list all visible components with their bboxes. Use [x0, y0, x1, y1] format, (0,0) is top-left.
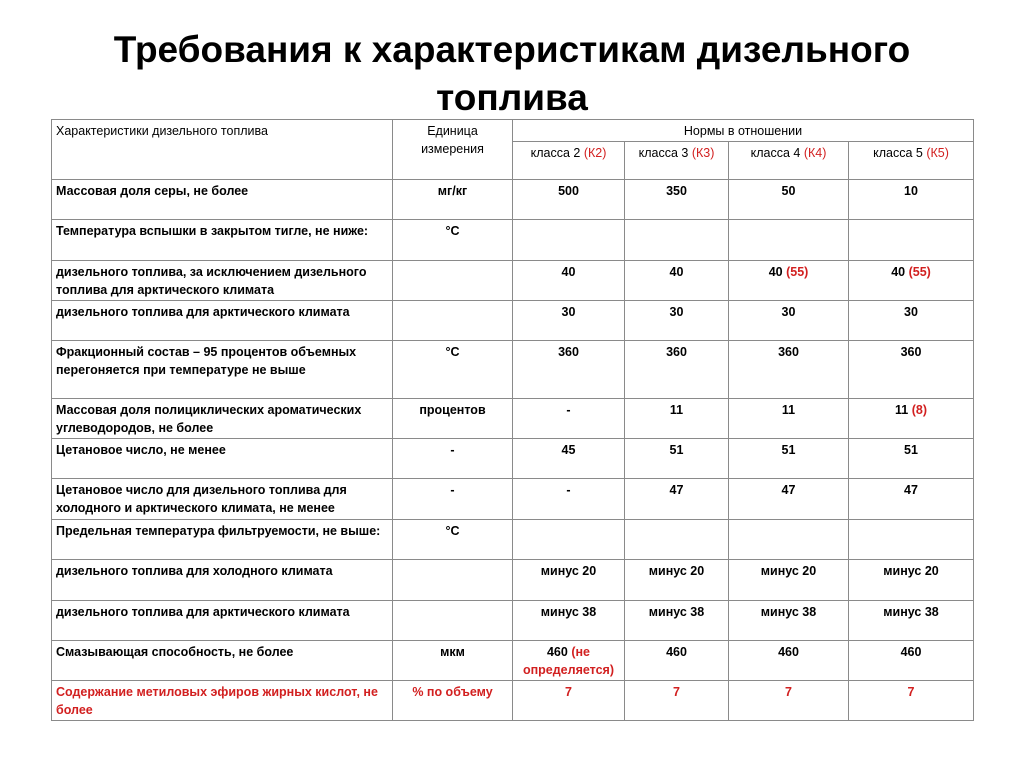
header-class-2 — [513, 142, 625, 180]
value-text: 11 — [781, 403, 796, 417]
table-row — [52, 399, 974, 439]
table-row — [52, 601, 974, 641]
table-row — [52, 520, 974, 560]
row-value-class-3 — [625, 261, 729, 301]
value-text: минус 20 — [883, 564, 939, 578]
header-class-3 — [625, 142, 729, 180]
row-value-class-2 — [513, 220, 625, 261]
row-value-class-2 — [513, 439, 625, 479]
row-value-class-3 — [625, 399, 729, 439]
row-characteristic: Предельная температура фильтруемости, не выше: — [52, 520, 393, 560]
row-unit: °С — [393, 341, 513, 399]
row-value-class-4 — [729, 301, 849, 341]
table-row — [52, 220, 974, 261]
value-text: 11 — [895, 403, 912, 417]
value-text: минус 38 — [760, 605, 817, 619]
row-value-class-3 — [625, 341, 729, 399]
row-value-class-5 — [849, 399, 974, 439]
value-note: 7 — [785, 685, 792, 699]
value-text: 11 — [669, 403, 684, 417]
header-class-5 — [849, 142, 974, 180]
header-class-code: (К2) — [583, 146, 607, 160]
value-text: 360 — [558, 345, 579, 359]
page-title — [0, 26, 1024, 122]
row-value-class-3 — [625, 520, 729, 560]
row-value-class-3 — [625, 180, 729, 220]
row-unit — [393, 261, 513, 301]
value-note: 7 — [907, 685, 915, 699]
value-text: минус 38 — [883, 605, 939, 619]
header-class-code: (К4) — [803, 146, 827, 160]
row-value-class-2 — [513, 520, 625, 560]
table-row — [52, 261, 974, 301]
row-value-class-4 — [729, 681, 849, 721]
value-text: 47 — [669, 483, 684, 497]
value-note: (8) — [911, 403, 927, 417]
value-text: 40 — [561, 265, 576, 279]
row-value-class-4 — [729, 220, 849, 261]
row-value-class-4 — [729, 180, 849, 220]
value-text: 360 — [900, 345, 922, 359]
row-characteristic: дизельного топлива, за исключением дизельного топлива для арктического климата — [52, 261, 393, 301]
header-characteristics: Характеристики дизельного топлива — [52, 120, 393, 180]
row-unit — [393, 601, 513, 641]
header-unit: Единица измерения — [393, 120, 513, 180]
row-characteristic: Температура вспышки в закрытом тигле, не ниже: — [52, 220, 393, 261]
row-value-class-3 — [625, 681, 729, 721]
row-value-class-5 — [849, 560, 974, 601]
row-value-class-4 — [729, 641, 849, 681]
value-text: 460 — [546, 645, 572, 659]
value-text: 500 — [558, 184, 579, 198]
table-row — [52, 641, 974, 681]
row-value-class-3 — [625, 220, 729, 261]
row-value-class-5 — [849, 520, 974, 560]
row-value-class-5 — [849, 220, 974, 261]
value-text: 40 — [891, 265, 909, 279]
row-value-class-2 — [513, 261, 625, 301]
table-row — [52, 180, 974, 220]
row-unit: мг/кг — [393, 180, 513, 220]
header-class-label: класса 5 — [873, 146, 927, 160]
row-value-class-5 — [849, 341, 974, 399]
row-value-class-5 — [849, 601, 974, 641]
row-unit — [393, 560, 513, 601]
value-text: минус 20 — [648, 564, 705, 578]
row-value-class-3 — [625, 601, 729, 641]
table-row — [52, 479, 974, 520]
row-characteristic: Цетановое число для дизельного топлива для холодного и арктического климата, не менее — [52, 479, 393, 520]
value-text: 360 — [778, 345, 799, 359]
row-value-class-3 — [625, 560, 729, 601]
value-text: 350 — [666, 184, 687, 198]
value-note: (55) — [786, 265, 809, 279]
value-text: минус 20 — [540, 564, 597, 578]
table-row — [52, 439, 974, 479]
header-class-4 — [729, 142, 849, 180]
value-text: 460 — [900, 645, 922, 659]
row-value-class-2 — [513, 601, 625, 641]
value-text: 360 — [666, 345, 687, 359]
page-title-line1: Требования к характеристикам дизельного — [113, 29, 911, 70]
value-text: 40 — [768, 265, 787, 279]
row-value-class-2 — [513, 399, 625, 439]
row-value-class-4 — [729, 261, 849, 301]
row-value-class-2 — [513, 180, 625, 220]
row-value-class-2 — [513, 301, 625, 341]
value-text: 47 — [781, 483, 796, 497]
row-unit: °С — [393, 520, 513, 560]
value-text: 45 — [561, 443, 576, 457]
row-unit: мкм — [393, 641, 513, 681]
row-value-class-4 — [729, 560, 849, 601]
row-value-class-2 — [513, 341, 625, 399]
row-value-class-5 — [849, 439, 974, 479]
row-value-class-4 — [729, 439, 849, 479]
row-value-class-3 — [625, 439, 729, 479]
row-value-class-5 — [849, 479, 974, 520]
row-value-class-2 — [513, 479, 625, 520]
value-text: 10 — [904, 184, 918, 198]
value-text: 30 — [669, 305, 684, 319]
header-class-code: (К5) — [926, 146, 949, 160]
row-value-class-4 — [729, 601, 849, 641]
row-characteristic: дизельного топлива для холодного климата — [52, 560, 393, 601]
value-text: 30 — [561, 305, 576, 319]
row-value-class-4 — [729, 479, 849, 520]
table-row — [52, 560, 974, 601]
value-text: 460 — [778, 645, 799, 659]
table-row — [52, 301, 974, 341]
row-characteristic: Цетановое число, не менее — [52, 439, 393, 479]
value-text: минус 38 — [648, 605, 705, 619]
row-value-class-5 — [849, 301, 974, 341]
row-value-class-4 — [729, 399, 849, 439]
value-text: 40 — [669, 265, 684, 279]
header-class-label: класса 4 — [750, 146, 804, 160]
value-note: 7 — [565, 685, 572, 699]
row-value-class-3 — [625, 641, 729, 681]
value-text: - — [566, 403, 571, 417]
value-text: 47 — [904, 483, 918, 497]
row-value-class-3 — [625, 301, 729, 341]
row-value-class-5 — [849, 641, 974, 681]
row-characteristic: Содержание метиловых эфиров жирных кислот, не более — [52, 681, 393, 721]
value-text: 30 — [904, 305, 918, 319]
row-value-class-2 — [513, 641, 625, 681]
header-class-label: класса 2 — [530, 146, 584, 160]
row-value-class-5 — [849, 180, 974, 220]
row-value-class-5 — [849, 681, 974, 721]
fuel-requirements-table — [51, 119, 974, 721]
row-unit — [393, 301, 513, 341]
row-characteristic: Массовая доля серы, не более — [52, 180, 393, 220]
value-text: 51 — [781, 443, 796, 457]
table-row — [52, 681, 974, 721]
value-text: минус 20 — [760, 564, 817, 578]
row-unit: - — [393, 439, 513, 479]
row-unit: % по объему — [393, 681, 513, 721]
row-unit: °С — [393, 220, 513, 261]
value-note: (не определяется) — [522, 645, 615, 677]
header-class-code: (К3) — [691, 146, 715, 160]
value-note: (55) — [908, 265, 931, 279]
page-title-line2: топлива — [436, 77, 588, 118]
table-row — [52, 341, 974, 399]
row-characteristic: дизельного топлива для арктического климата — [52, 601, 393, 641]
value-text: - — [566, 483, 571, 497]
row-value-class-2 — [513, 681, 625, 721]
row-unit: - — [393, 479, 513, 520]
row-value-class-2 — [513, 560, 625, 601]
row-characteristic: Смазывающая способность, не более — [52, 641, 393, 681]
value-text: 51 — [669, 443, 684, 457]
row-value-class-4 — [729, 520, 849, 560]
value-text: 50 — [781, 184, 796, 198]
row-characteristic: Фракционный состав – 95 процентов объемных перегоняется при температуре не выше — [52, 341, 393, 399]
row-value-class-4 — [729, 341, 849, 399]
value-text: 51 — [904, 443, 918, 457]
value-text: минус 38 — [540, 605, 597, 619]
row-unit: процентов — [393, 399, 513, 439]
row-value-class-5 — [849, 261, 974, 301]
header-norms: Нормы в отношении — [513, 120, 974, 142]
value-text: 460 — [666, 645, 687, 659]
value-note: 7 — [673, 685, 680, 699]
header-class-label: класса 3 — [638, 146, 692, 160]
row-characteristic: дизельного топлива для арктического климата — [52, 301, 393, 341]
row-value-class-3 — [625, 479, 729, 520]
value-text: 30 — [781, 305, 796, 319]
row-characteristic: Массовая доля полициклических ароматических углеводородов, не более — [52, 399, 393, 439]
